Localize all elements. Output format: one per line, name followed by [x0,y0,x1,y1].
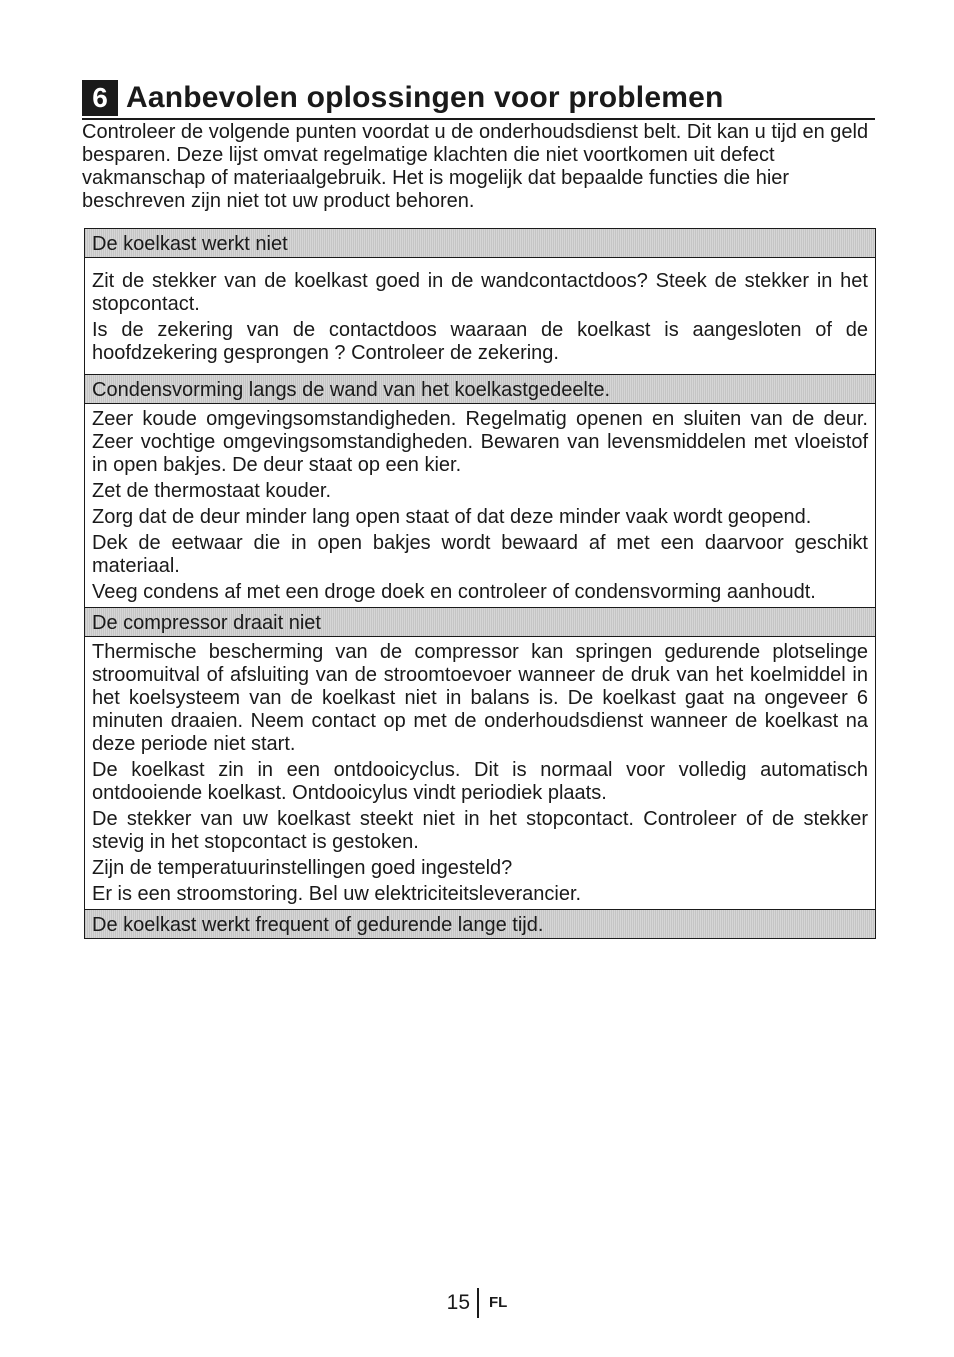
section-body-compressor [85,637,875,910]
chapter-heading [82,78,875,120]
solution-item: De stekker van uw koelkast steekt niet in het stopcontact. Controleer of de stekker stevig in het stopcontact is gestoken. [92,808,868,853]
section-body-not-working [85,258,875,375]
solution-item: Zorg dat de deur minder lang open staat of dat deze minder vaak wordt geopend. [92,506,812,528]
footer-divider [477,1288,479,1318]
chapter-number-badge: 6 [82,80,118,116]
section-body-condensation [85,404,875,608]
solution-item: Zet de thermostaat kouder. [92,480,332,502]
section-header-condensation: Condensvorming langs de wand van het koelkastgedeelte. [85,375,875,404]
troubleshooting-table [84,228,876,939]
section-header-not-working: De koelkast werkt niet [85,229,875,258]
solution-item: Veeg condens af met een droge doek en controleer of condensvorming aanhoudt. [92,581,816,603]
solution-item: Zeer koude omgevingsomstandigheden. Regelmatig openen en sluiten van de deur. Zeer vochtige omgevingsomstandigheden. Bewaren van levensmiddelen met vloeistof in open bakjes. De deur staat op een kier. [92,408,868,476]
solution-item: Zijn de temperatuurinstellingen goed ingesteld? [92,857,513,879]
solution-item: Thermische bescherming van de compressor kan springen gedurende plotselinge stroomuitval of afsluiting van de stroomtoevoer wanneer de druk van het koelmiddel in het koelsysteem van de koelkast niet in balans is. De koelkast gaat na ongeveer 6 minuten draaien. Neem contact op met de onderhoudsdienst wanneer de koelkast na deze periode niet start. [92,641,868,755]
solution-item: De koelkast zin in een ontdooicyclus. Dit is normaal voor volledig automatisch ontdooiende koelkast. Ontdooicylus vindt periodiek plaats. [92,759,868,804]
intro-paragraph: Controleer de volgende punten voordat u de onderhoudsdienst belt. Dit kan u tijd en geld besparen. Deze lijst omvat regelmatige klachten die niet voortkomen uit defect vakmanschap of materiaalgebruik. Het is mogelijk dat bepaalde functies die hier beschreven zijn niet tot uw product behoren. [82,121,869,212]
page-title: Aanbevolen oplossingen voor problemen [126,81,724,114]
section-header-compressor: De compressor draait niet [85,608,875,637]
solution-item: Is de zekering van de contactdoos waaraan de koelkast is aangesloten of de hoofdzekering gesprongen ? Controleer de zekering. [92,319,868,364]
solution-item: Er is een stroomstoring. Bel uw elektriciteitsleverancier. [92,883,582,905]
solution-item: Zit de stekker van de koelkast goed in de wandcontactdoos? Steek de stekker in het stopcontact. [92,270,868,315]
manual-page [82,78,875,939]
page-footer [0,1288,954,1318]
language-code: FL [489,1294,508,1311]
solution-item: Dek de eetwaar die in open bakjes wordt bewaard af met een daarvoor geschikt materiaal. [92,532,868,577]
page-number: 15 [446,1291,471,1314]
section-header-frequent-running: De koelkast werkt frequent of gedurende lange tijd. [85,910,875,938]
